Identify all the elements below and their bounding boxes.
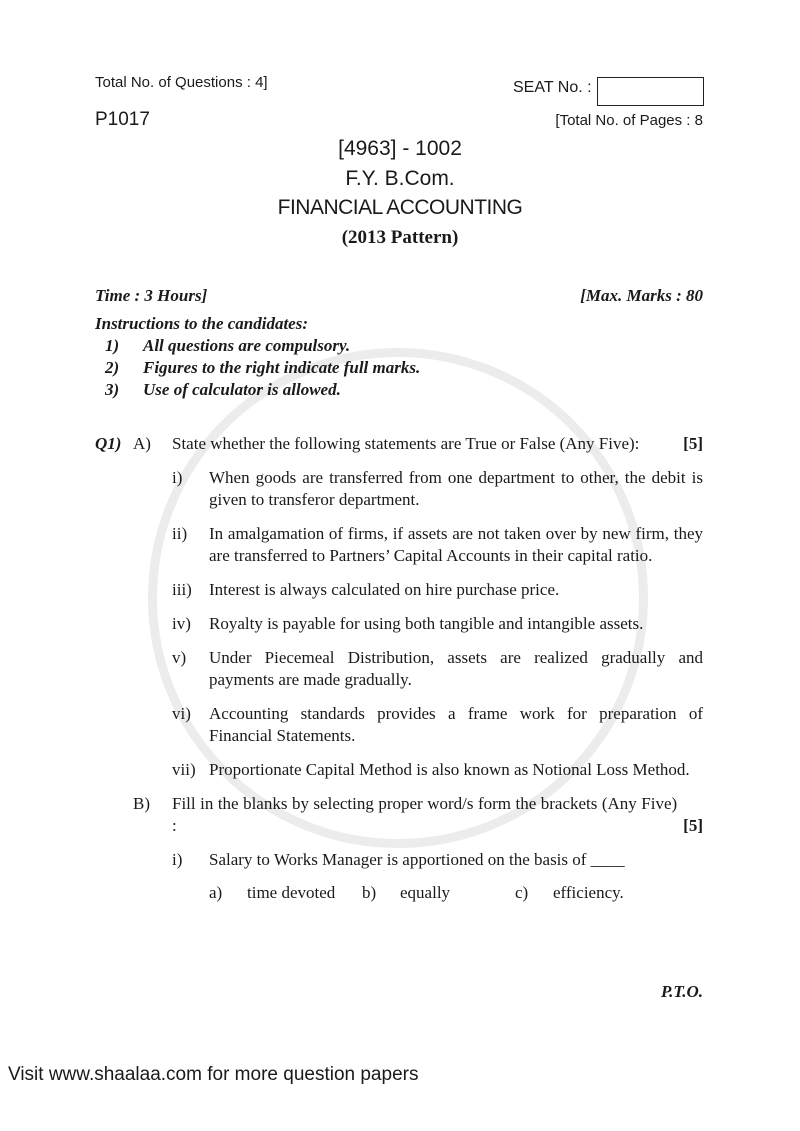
option-text: time devoted	[247, 883, 336, 902]
item-text: Under Piecemeal Distribution, assets are realized gradually and payments are made gradually.	[209, 648, 703, 689]
list-item	[172, 703, 703, 747]
instruction-num: 1)	[105, 336, 120, 355]
indent-spacer	[95, 793, 133, 837]
list-item	[172, 647, 703, 691]
answer-options	[209, 882, 703, 904]
part-a-heading	[95, 433, 703, 455]
item-text: Interest is always calculated on hire purchase price.	[209, 580, 560, 599]
time: Time : 3 Hours]	[95, 286, 208, 305]
instruction-num: 3)	[105, 380, 120, 399]
instruction	[105, 379, 703, 401]
item-num: v)	[172, 648, 187, 667]
item-num: vii)	[172, 760, 196, 779]
instruction-text: Use of calculator is allowed.	[143, 380, 341, 399]
part-b-items	[172, 849, 703, 871]
item-text: In amalgamation of firms, if assets are not taken over by new firm, they are transferred to Partners’ Capital Accounts in their capital ratio.	[209, 524, 703, 565]
option-num: c)	[515, 883, 529, 902]
max-marks: [Max. Marks : 80	[580, 286, 703, 305]
instruction	[105, 335, 703, 357]
pattern: (2013 Pattern)	[341, 227, 459, 248]
item-text: Accounting standards provides a frame work for preparation of Financial Statements.	[209, 704, 703, 745]
instructions	[95, 313, 703, 401]
item-num: i)	[172, 850, 183, 869]
question-1	[95, 433, 703, 904]
instruction-text: All questions are compulsory.	[143, 336, 351, 355]
instruction-text: Figures to the right indicate full marks.	[143, 358, 421, 377]
option-num: a)	[209, 883, 223, 902]
part-b-label: B)	[133, 794, 150, 813]
item-num: iv)	[172, 614, 191, 633]
list-item	[172, 523, 703, 567]
part-b-heading	[95, 793, 703, 837]
item-num: ii)	[172, 524, 188, 543]
part-b-marks: [5]	[683, 816, 703, 835]
item-text: When goods are transferred from one department to other, the debit is given to transferor department.	[209, 468, 703, 509]
list-item	[172, 849, 703, 871]
seat-number-box	[597, 77, 704, 106]
total-questions: Total No. of Questions : 4]	[95, 74, 268, 91]
part-a-label: A)	[133, 434, 151, 453]
item-text: Salary to Works Manager is apportioned on the basis of ____	[209, 850, 625, 869]
list-item	[172, 579, 703, 601]
total-pages: [Total No. of Pages : 8	[555, 112, 703, 129]
part-b-text: Fill in the blanks by selecting proper word/s form the brackets (Any Five) :	[172, 794, 678, 835]
item-text: Proportionate Capital Method is also known as Notional Loss Method.	[209, 760, 690, 779]
instructions-title: Instructions to the candidates:	[95, 314, 309, 333]
list-item	[172, 759, 703, 781]
item-text: Royalty is payable for using both tangible and intangible assets.	[209, 614, 644, 633]
option-text: equally	[400, 883, 451, 902]
question-label: Q1)	[95, 434, 122, 453]
item-num: iii)	[172, 580, 192, 599]
part-a-text: State whether the following statements are True or False (Any Five):	[172, 434, 640, 453]
list-item	[172, 613, 703, 635]
pto: P.T.O.	[660, 982, 703, 1001]
instruction-num: 2)	[105, 358, 120, 377]
course-title: F.Y. B.Com.	[345, 167, 455, 190]
option-text: efficiency.	[553, 883, 624, 902]
paper-code: P1017	[95, 109, 150, 130]
option-num: b)	[362, 883, 377, 902]
instruction	[105, 357, 703, 379]
footer-link-text[interactable]: Visit www.shaalaa.com for more question papers	[8, 1064, 419, 1085]
item-num: i)	[172, 468, 183, 487]
seat-label: SEAT No. :	[513, 79, 592, 96]
list-item	[172, 467, 703, 511]
part-a-items	[172, 467, 703, 781]
subject-title: FINANCIAL ACCOUNTING	[277, 196, 523, 219]
exam-code: [4963] - 1002	[338, 137, 462, 160]
part-a-marks: [5]	[683, 434, 703, 453]
item-num: vi)	[172, 704, 191, 723]
